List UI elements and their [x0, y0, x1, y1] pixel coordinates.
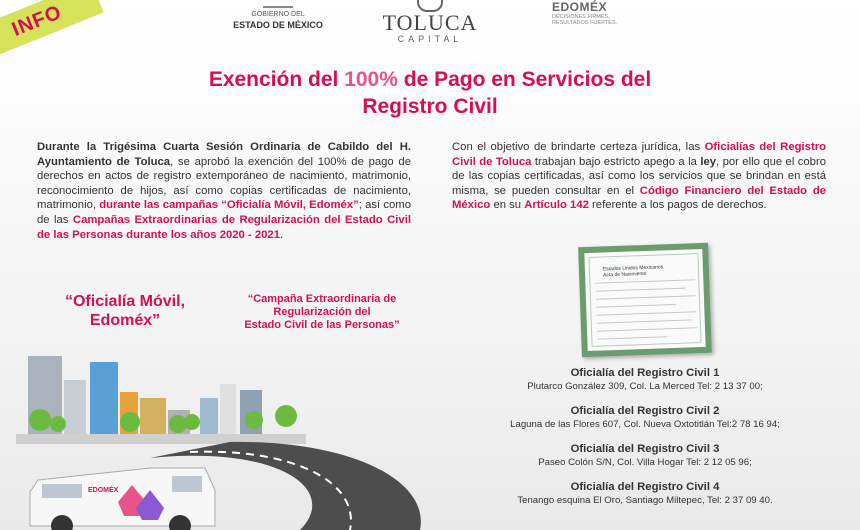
edomex-logo-line1: EDOMÉX	[552, 0, 608, 14]
toluca-logo-line1: TOLUCA	[382, 10, 478, 35]
ground-strip	[16, 434, 306, 444]
office-item	[470, 366, 820, 393]
right-text-3: , por ello que el cobro de las copias certificadas, así como los servicios que se brindan en está misma, se pueden consultar en el	[452, 155, 826, 197]
campaign-extraordinaria	[222, 293, 422, 332]
title-part1: Exención del	[208, 68, 345, 91]
ribbon-label: INFO	[8, 0, 65, 41]
city-road-van-illustration	[0, 340, 460, 530]
info-ribbon	[0, 0, 104, 61]
edomex-logo-line3: RESULTADOS FUERTES.	[552, 20, 618, 26]
van-icon	[30, 468, 215, 530]
gobierno-estado-mexico-logo	[228, 2, 328, 30]
office-item	[470, 404, 820, 431]
certificate-header	[603, 264, 664, 278]
right-text-5: referente a los pagos de derechos.	[588, 199, 767, 212]
right-bold-1: ley	[700, 155, 717, 168]
office-name: Oficialía del Registro Civil 3	[570, 443, 720, 455]
left-bold-1: Durante la Trigésima Cuarta Sesión Ordinaria de Cabildo del H. Ayuntamiento de Toluca	[37, 141, 411, 168]
office-item	[470, 442, 820, 469]
toluca-capital-logo	[380, 0, 480, 44]
edomex-logo	[552, 0, 632, 26]
certificate-line2: Acta de Nacimiento	[603, 270, 647, 279]
campaign2-line1: “Campaña Extraordinaria de	[247, 293, 397, 305]
office-address: Paseo Colón S/N, Col. Villa Hogar Tel: 2 12 05 96;	[538, 457, 752, 468]
title-part2: de Pago en Servicios del	[397, 68, 652, 91]
birth-certificate-image	[578, 243, 712, 357]
right-accent-2: Código Financiero del Estado de México	[452, 184, 827, 212]
left-text-3: ; así como de las	[37, 199, 411, 226]
office-name: Oficialía del Registro Civil 4	[570, 481, 720, 493]
title-line2: Registro Civil	[362, 95, 498, 118]
toluca-logo-line2: CAPITAL	[397, 34, 463, 44]
right-text-4: en su	[490, 199, 525, 212]
gob-logo-line2: ESTADO DE MÉXICO	[233, 20, 323, 30]
left-paragraph	[37, 140, 411, 242]
right-accent-3: Artículo 142	[524, 199, 589, 212]
campaign2-line3: Estado Civil de las Personas”	[244, 319, 400, 331]
right-text-2: trabajan bajo estricto apego a la	[531, 155, 701, 168]
emblem-icon	[263, 2, 293, 8]
left-text-4: .	[280, 228, 284, 241]
campaign-oficialia-movil: “Oficialía Móvil, Edoméx”	[64, 293, 186, 329]
page-title	[120, 66, 740, 120]
office-name: Oficialía del Registro Civil 2	[570, 405, 720, 417]
right-paragraph	[452, 140, 826, 213]
left-accent-2: “Oficialía Móvil, Edoméx”	[221, 199, 359, 212]
office-name: Oficialía del Registro Civil 1	[570, 367, 720, 379]
right-accent-1: Oficialías del Registro Civil de Toluca	[452, 141, 826, 168]
office-address: Laguna de las Flores 607, Col. Nueva Oxtotitlán Tel:2 78 16 94;	[510, 419, 780, 430]
office-item	[470, 480, 820, 507]
certificate-line1: Estados Unidos Mexicanos	[602, 264, 664, 273]
left-accent-1: durante las campañas	[99, 199, 218, 212]
edomex-logo-line2: DECISIONES FIRMES,	[552, 14, 610, 20]
offices-list	[470, 366, 820, 518]
van-label: EDOMÉX	[88, 487, 119, 494]
left-accent-3: Campañas Extraordinarias de Regularización del Estado Civil de las Personas durante los años 2020 - 2021	[37, 213, 411, 241]
office-address: Plutarco González 309, Col. La Merced Tel: 2 13 37 00;	[527, 381, 763, 392]
left-text-1: , se aprobó la exención del 100% de pago de derechos en actos de registro extemporáneo de nacimiento, matrimonio, reconocimiento de hijos, así como copias certificadas de nacimiento, matrimonio,	[37, 155, 411, 212]
gob-logo-line1: GOBIERNO DEL	[251, 11, 305, 18]
right-text-1: Con el objetivo de brindarte certeza jurídica, las	[452, 141, 705, 153]
office-address: Tenango esquina El Oro, Santiago Miltepec, Tel: 2 37 09 40.	[517, 495, 773, 506]
campaign2-line2: Regularización del	[273, 306, 371, 318]
title-highlight: 100%	[344, 68, 398, 91]
